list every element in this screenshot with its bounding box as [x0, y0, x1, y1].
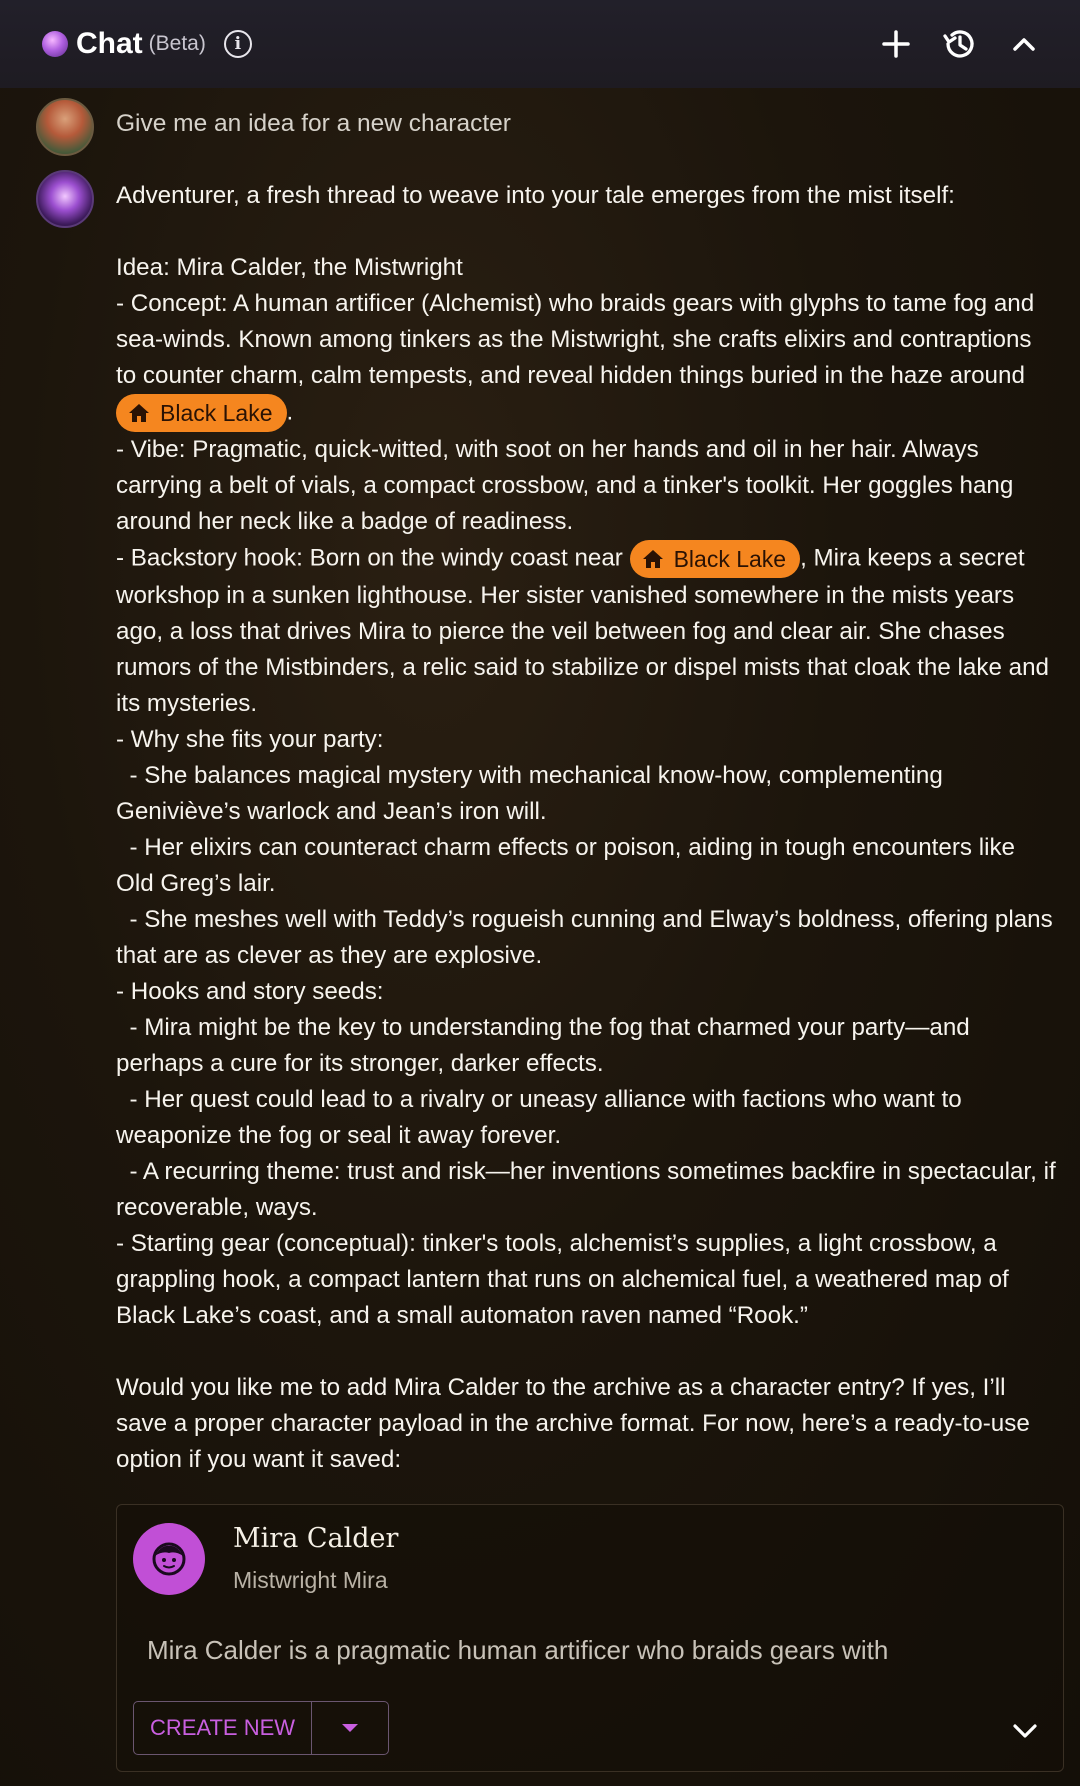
user-avatar — [36, 98, 94, 156]
why-item: - Her elixirs can counteract charm effects or poison, aiding in tough encounters like Old Greg’s lair. — [116, 834, 1022, 897]
idea-title: Idea: Mira Calder, the Mistwright — [116, 254, 463, 281]
new-chat-button[interactable] — [872, 20, 920, 68]
face-icon — [149, 1539, 189, 1579]
why-item: - She balances magical mystery with mechanical know-how, complementing Geniviève’s warlock and Jean’s iron will. — [116, 762, 950, 825]
location-chip-black-lake[interactable]: Black Lake — [116, 394, 287, 432]
hooks-title: - Hooks and story seeds: — [116, 978, 384, 1005]
vibe-line: - Vibe: Pragmatic, quick-witted, with soot on her hands and oil in her hair. Always carrying a belt of vials, a compact crossbow, and a tinker's toolkit. Her goggles hang around her neck like a badge of readiness. — [116, 436, 1021, 535]
chat-header — [0, 0, 1080, 88]
character-description: Mira Calder is a pragmatic human artificer who braids gears with — [147, 1635, 889, 1665]
chevron-up-icon — [1010, 30, 1038, 58]
hook-item: - A recurring theme: trust and risk—her inventions sometimes backfire in spectacular, if recoverable, ways. — [116, 1158, 1063, 1221]
assistant-avatar — [36, 170, 94, 228]
info-icon[interactable]: i — [224, 30, 252, 58]
create-new-button[interactable]: CREATE NEW — [134, 1702, 312, 1754]
closing-line: Would you like me to add Mira Calder to the archive as a character entry? If yes, I’ll save a proper character payload in the archive format. For now, here’s a ready-to-use option if you want it saved: — [116, 1374, 1037, 1473]
beta-label: (Beta) — [148, 32, 206, 55]
hook-item: - Her quest could lead to a rivalry or uneasy alliance with factions who want to weaponize the fog or seal it away forever. — [116, 1086, 969, 1149]
character-subtitle: Mistwright Mira — [233, 1567, 388, 1593]
why-item: - She meshes well with Teddy’s rogueish cunning and Elway’s boldness, offering plans that are as clever as they are explosive. — [116, 906, 1060, 969]
orb-icon — [42, 31, 68, 57]
character-avatar — [133, 1523, 205, 1595]
home-icon — [642, 549, 664, 569]
backstory-line: - Backstory hook: Born on the windy coast near Black Lake , Mira keeps a secret workshop in a sunken lighthouse. Her sister vanished somewhere in the mists years ago, a loss that drives Mira to pierce the veil between fog and clear air. She chases rumors of the Mistbinders, a relic said to stabilize or dispel mists that cloak the lake and its mysteries. — [116, 540, 1056, 722]
message-intro: Adventurer, a fresh thread to weave into your tale emerges from the mist itself: — [116, 182, 955, 209]
user-message-text: Give me an idea for a new character — [116, 110, 511, 137]
history-icon — [941, 25, 979, 63]
history-button[interactable] — [936, 20, 984, 68]
chevron-down-icon — [1012, 1723, 1038, 1739]
why-title: - Why she fits your party: — [116, 726, 384, 753]
plus-icon — [881, 29, 911, 59]
home-icon — [128, 403, 150, 423]
chat-title: Chat — [76, 27, 143, 60]
create-options-dropdown[interactable] — [312, 1702, 388, 1754]
expand-card-button[interactable] — [1007, 1713, 1043, 1749]
character-name: Mira Calder — [233, 1523, 399, 1554]
caret-down-icon — [341, 1723, 359, 1733]
hook-item: - Mira might be the key to understanding the fog that charmed your party—and perhaps a cure for its stronger, darker effects. — [116, 1014, 977, 1077]
concept-line: - Concept: A human artificer (Alchemist) who braids gears with glyphs to tame fog and sea-winds. Known among tinkers as the Mistwright, she crafts elixirs and contraptions to counter charm, calm tempests, and reveal hidden things buried in the haze around Black Lake . — [116, 286, 1056, 432]
create-new-split-button — [133, 1701, 389, 1755]
character-card — [116, 1504, 1064, 1772]
location-chip-black-lake[interactable]: Black Lake — [630, 540, 801, 578]
assistant-message — [116, 178, 1063, 1478]
collapse-button[interactable] — [1000, 20, 1048, 68]
gear-line: - Starting gear (conceptual): tinker's tools, alchemist’s supplies, a light crossbow, a grappling hook, a compact lantern that runs on alchemical fuel, a weathered map of Black Lake’s coast, and a small automaton raven named “Rook.” — [116, 1230, 1016, 1329]
